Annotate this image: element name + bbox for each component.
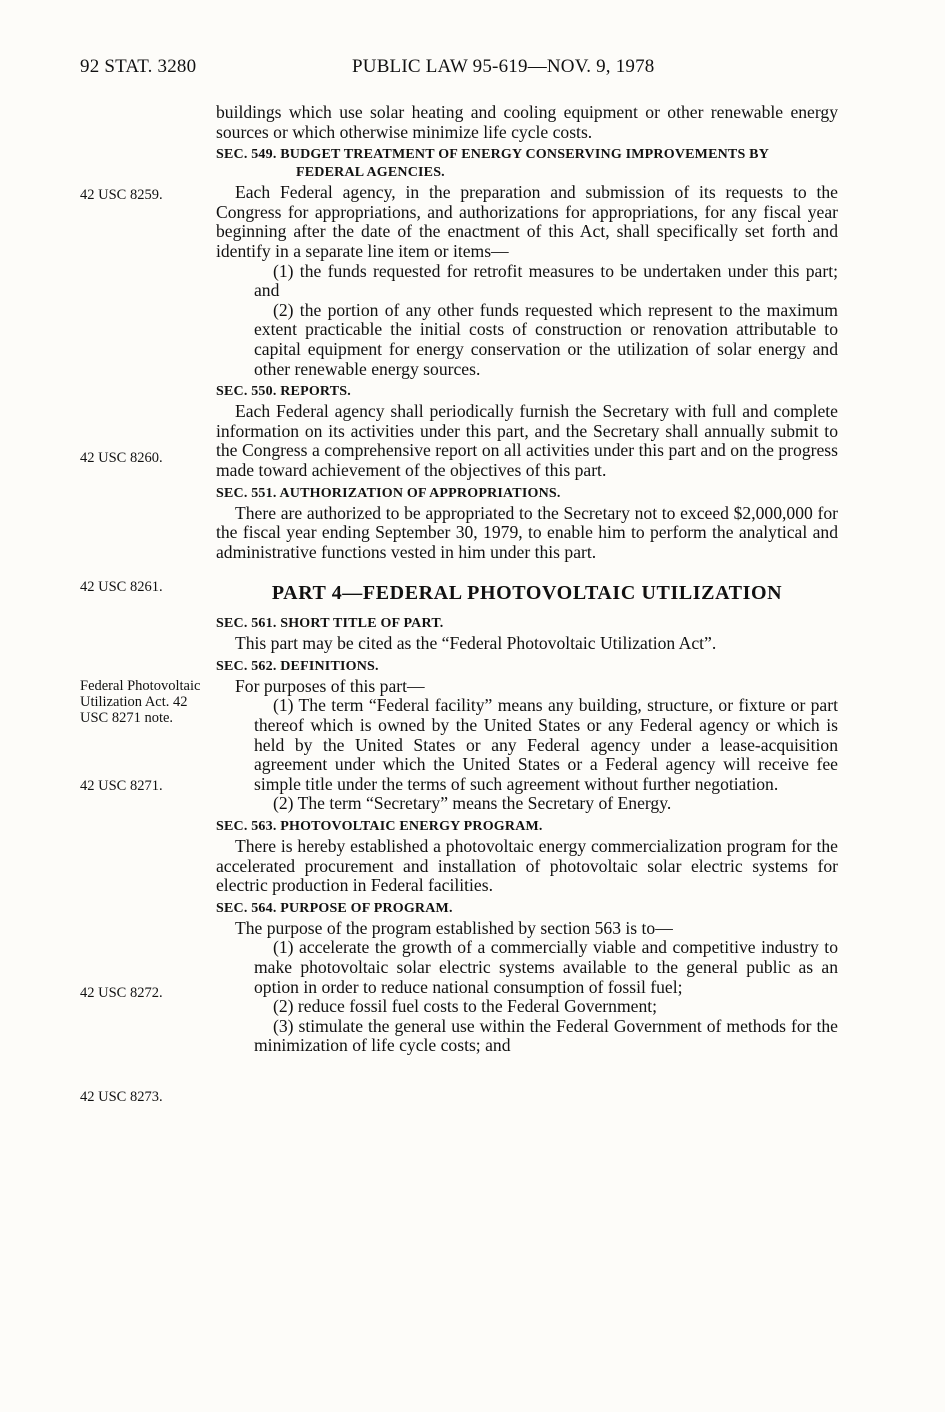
- section-562-item-2: (2) The term “Secretary” means the Secretary of Energy.: [273, 793, 672, 814]
- section-563-body: There is hereby established a photovoltaic energy commercialization program for the accelerated procurement and installation of photovoltaic solar electric systems for electric production in Federal facilities.: [216, 836, 838, 896]
- margin-note-short-title: Federal Photovoltaic Utilization Act. 42 USC 8271 note.: [80, 678, 201, 726]
- section-564-intro: The purpose of the program established by section 563 is to—: [235, 917, 673, 938]
- section-551-body: There are authorized to be appropriated to the Secretary not to exceed $2,000,000 for the fiscal year ending September 30, 1979, to enable him to perform the analytical and administrative functions vested in him under this part.: [216, 502, 838, 562]
- section-561-body: This part may be cited as the “Federal Photovoltaic Utilization Act”.: [235, 633, 717, 654]
- margin-note-8259: 42 USC 8259.: [80, 187, 163, 203]
- main-text: [216, 103, 838, 1056]
- section-563-heading: SEC. 563. PHOTOVOLTAIC ENERGY PROGRAM.: [216, 819, 543, 835]
- section-549-item-2: (2) the portion of any other funds requested which represent to the maximum extent practicable the initial costs of construction or renovation attributable to capital equipment for energy conservation or the utilization of solar energy and other renewable energy sources.: [254, 299, 838, 379]
- running-head: PUBLIC LAW 95-619—NOV. 9, 1978: [352, 56, 655, 77]
- section-549-body: Each Federal agency, in the preparation and submission of its requests to the Congress for appropriations, and authorizations for appropriations, for any fiscal year beginning after the date of the enactment of this Act, shall specifically set forth and identify in a separate line item or items—: [216, 182, 838, 261]
- continued-paragraph: buildings which use solar heating and cooling equipment or other renewable energy sources or which otherwise minimize life cycle costs.: [216, 102, 838, 142]
- margin-note-8260: 42 USC 8260.: [80, 450, 163, 466]
- section-550-heading: SEC. 550. REPORTS.: [216, 384, 351, 400]
- section-550-body: Each Federal agency shall periodically furnish the Secretary with full and complete information on its activities under this part, and the Secretary shall annually submit to the Congress a comprehensive report on all activities under this part and on the progress made toward achievement of the objectives of this part.: [216, 401, 838, 480]
- section-561-heading: SEC. 561. SHORT TITLE OF PART.: [216, 616, 444, 632]
- margin-note-8261: 42 USC 8261.: [80, 579, 163, 595]
- section-549-item-1: (1) the funds requested for retrofit measures to be undertaken under this part; and: [254, 260, 838, 301]
- section-564-heading: SEC. 564. PURPOSE OF PROGRAM.: [216, 900, 453, 916]
- section-562-item-1: (1) The term “Federal facility” means any building, structure, or fixture or part thereof which is owned by the United States or any Federal agency or which is held by the United States or any Federal agency under a lease-acquisition agreement under which the United States or a Federal agency will receive fee simple title under the terms of such agreement without further negotiation.: [254, 695, 838, 794]
- page-reference: 92 STAT. 3280: [80, 56, 197, 77]
- section-564-item-1: (1) accelerate the growth of a commercially viable and competitive industry to make photovoltaic solar electric systems available to the general public as an option in order to reduce national consumption of fossil fuel;: [254, 937, 838, 997]
- section-562-intro: For purposes of this part—: [235, 675, 425, 696]
- part-4-title: PART 4—FEDERAL PHOTOVOLTAIC UTILIZATION: [271, 582, 783, 605]
- section-549-heading: SEC. 549. BUDGET TREATMENT OF ENERGY CONSERVING IMPROVEMENTS BY FEDERAL AGENCIES.: [216, 147, 769, 181]
- section-551-heading: SEC. 551. AUTHORIZATION OF APPROPRIATIONS.: [216, 485, 561, 501]
- section-562-heading: SEC. 562. DEFINITIONS.: [216, 658, 379, 674]
- margin-note-8272: 42 USC 8272.: [80, 985, 163, 1001]
- margin-note-8271: 42 USC 8271.: [80, 778, 163, 794]
- section-564-item-3: (3) stimulate the general use within the Federal Government of methods for the minimization of life cycle costs; and: [254, 1015, 838, 1056]
- section-564-item-2: (2) reduce fossil fuel costs to the Federal Government;: [273, 996, 658, 1017]
- margin-note-8273: 42 USC 8273.: [80, 1089, 163, 1105]
